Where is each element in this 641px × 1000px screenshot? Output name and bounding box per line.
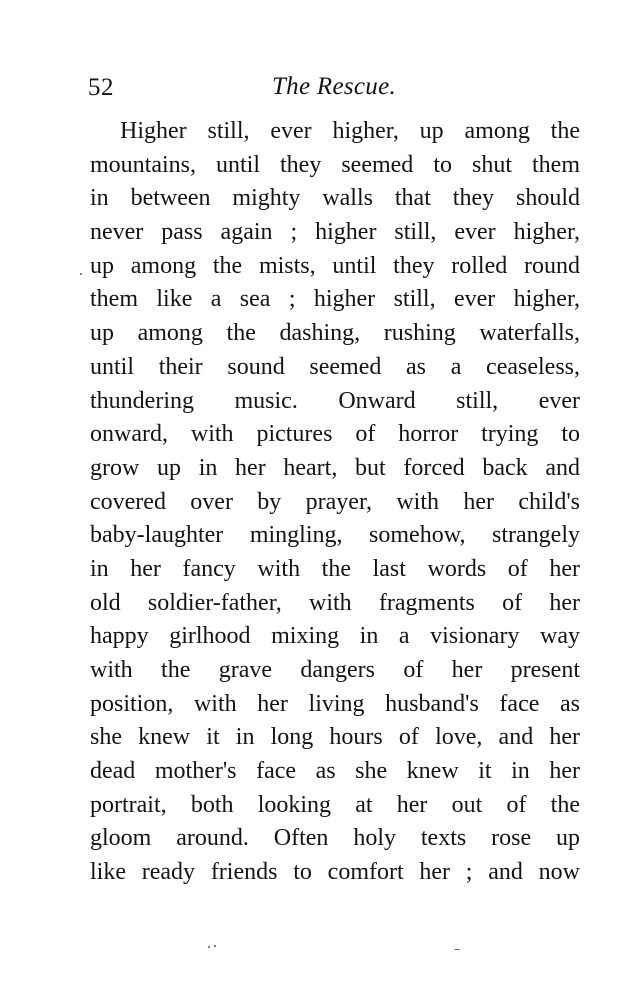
text-line: baby-laughter mingling, somehow, strangely (90, 522, 580, 549)
text-line: with the grave dangers of her present (90, 657, 580, 683)
text-line: them like a sea ; higher still, ever higher, (90, 286, 580, 313)
page-number: 52 (88, 74, 114, 101)
text-line: Higher still, ever higher, up among the (120, 118, 580, 144)
text-line: up among the dashing, rushing waterfalls, (90, 320, 580, 347)
body-text (90, 115, 580, 890)
text-line: portrait, both looking at her out of the (90, 791, 580, 818)
text-line: gloom around. Often holy texts rose up (90, 825, 580, 852)
print-speck (214, 945, 216, 947)
text-line: she knew it in long hours of love, and her (90, 724, 580, 751)
text-line: old soldier-father, with fragments of her (90, 589, 580, 616)
text-line: in her fancy with the last words of her (90, 555, 580, 582)
page-header (88, 70, 580, 106)
text-line: thundering music. Onward still, ever (90, 387, 580, 414)
running-title: The Rescue. (271, 73, 397, 100)
text-line: mountains, until they seemed to shut them (90, 151, 580, 178)
text-line: covered over by prayer, with her child's (90, 488, 580, 515)
text-line: up among the mists, until they rolled round (90, 252, 580, 279)
text-line: position, with her living husband's face as (90, 690, 580, 717)
text-line: in between mighty walls that they should (90, 185, 580, 212)
text-line: dead mother's face as she knew it in her (90, 758, 580, 785)
print-speck (208, 946, 210, 948)
text-line: like ready friends to comfort her ; and now (90, 859, 580, 886)
text-line: onward, with pictures of horror trying to (90, 421, 580, 448)
text-line: never pass again ; higher still, ever higher, (90, 219, 580, 246)
print-speck (80, 273, 82, 275)
text-line: until their sound seemed as a ceaseless, (90, 353, 580, 380)
print-speck (454, 949, 460, 950)
text-line: grow up in her heart, but forced back and (90, 454, 580, 481)
text-line: happy girlhood mixing in a visionary way (90, 623, 580, 650)
